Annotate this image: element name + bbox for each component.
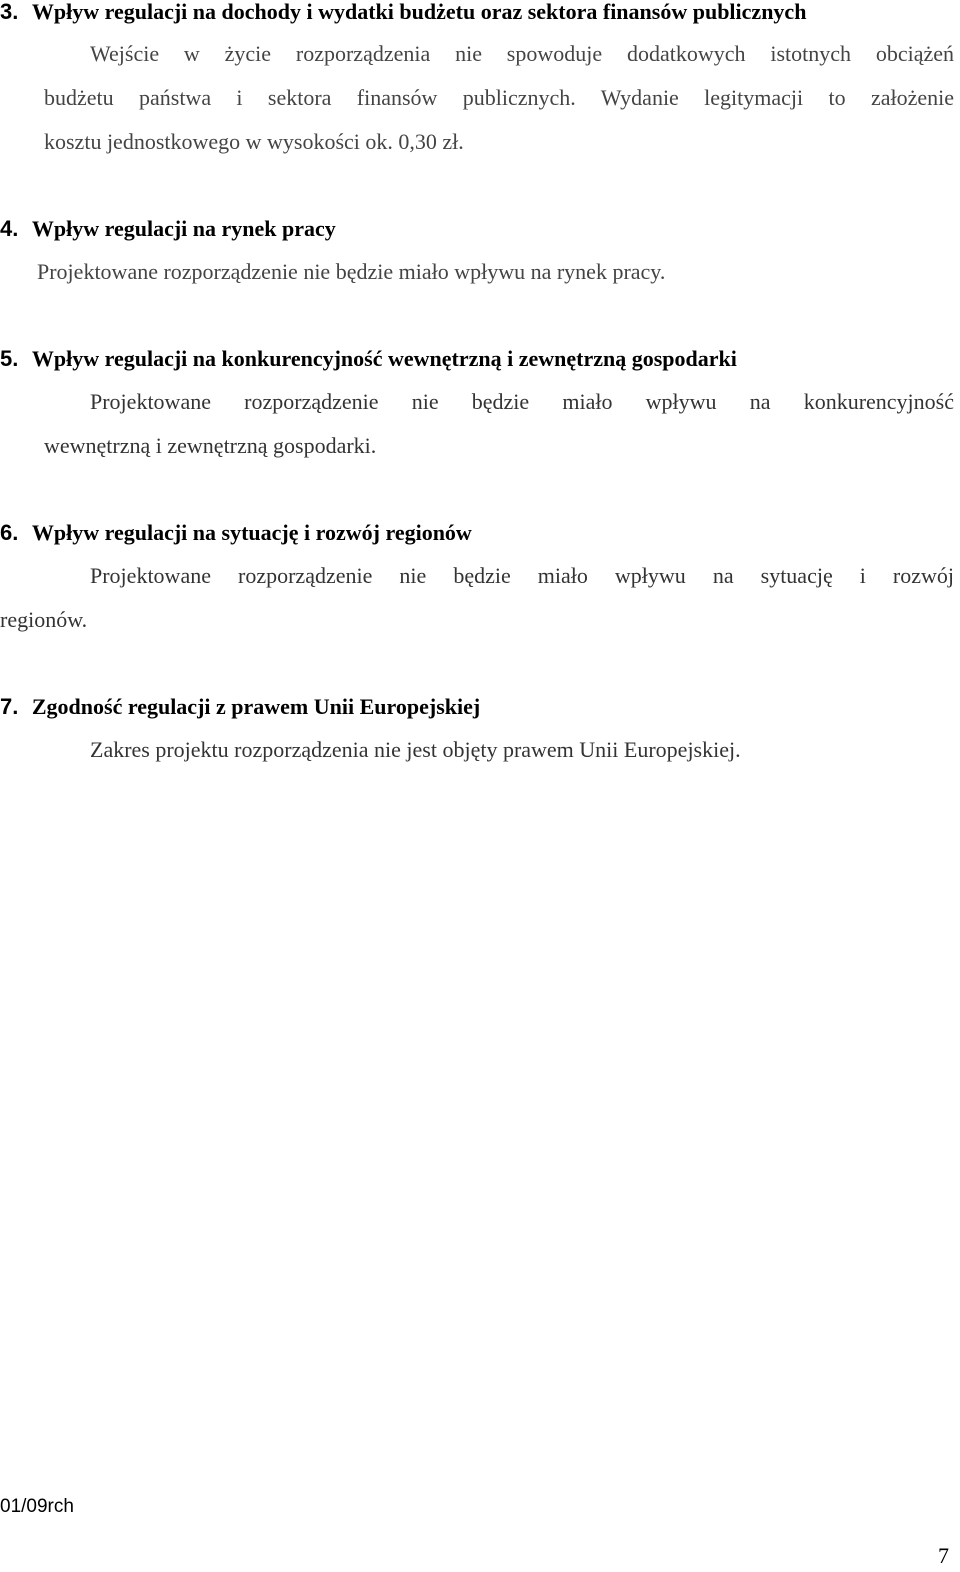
section-heading	[0, 521, 472, 545]
paragraph-line: Projektowane rozporządzenie nie będzie miało wpływu na sytuację i rozwój	[90, 563, 954, 588]
document-code: 01/09rch	[0, 1496, 74, 1517]
section-number: 3.	[0, 0, 19, 24]
paragraph-line: kosztu jednostkowego w wysokości ok. 0,30 zł.	[44, 129, 464, 154]
paragraph-line: Zakres projektu rozporządzenia nie jest objęty prawem Unii Europejskiej.	[90, 737, 741, 762]
paragraph-line: Projektowane rozporządzenie nie będzie miało wpływu na konkurencyjność	[90, 389, 954, 414]
paragraph-line: Projektowane rozporządzenie nie będzie miało wpływu na rynek pracy.	[37, 259, 666, 284]
paragraph-line: regionów.	[0, 607, 88, 632]
section-heading	[0, 347, 737, 371]
section-title: Zgodność regulacji z prawem Unii Europejskiej	[31, 694, 481, 719]
section-title: Wpływ regulacji na sytuację i rozwój regionów	[31, 520, 472, 545]
section-number: 6.	[0, 520, 19, 545]
section-title: Wpływ regulacji na dochody i wydatki budżetu oraz sektora finansów publicznych	[31, 0, 807, 24]
section-number: 5.	[0, 346, 19, 371]
paragraph-line: budżetu państwa i sektora finansów publicznych. Wydanie legitymacji to założenie	[44, 85, 954, 110]
section-heading	[0, 695, 480, 719]
section-number: 4.	[0, 216, 19, 241]
paragraph-line: wewnętrzną i zewnętrzną gospodarki.	[44, 433, 377, 458]
section-heading	[0, 217, 336, 241]
section-title: Wpływ regulacji na rynek pracy	[31, 216, 336, 241]
page-number: 7	[938, 1543, 949, 1568]
section-title: Wpływ regulacji na konkurencyjność wewnętrzną i zewnętrzną gospodarki	[31, 346, 737, 371]
paragraph-line: Wejście w życie rozporządzenia nie spowoduje dodatkowych istotnych obciążeń	[90, 41, 954, 66]
section-heading	[0, 0, 806, 24]
section-number: 7.	[0, 694, 19, 719]
